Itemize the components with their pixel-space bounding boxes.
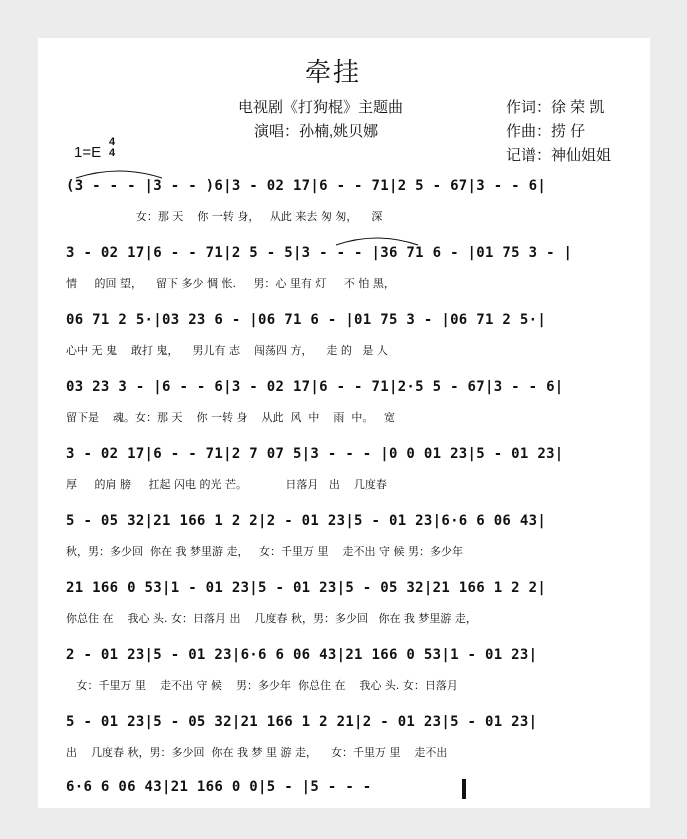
notation-line: 5 - 05 32|21 166 1 2 2|2 - 01 23|5 - 01 23|6·6 6 06 43| xyxy=(66,513,547,529)
notation-line: 06 71 2 5·|03 23 6 - |06 71 6 - |01 75 3 - |06 71 2 5·| xyxy=(66,312,547,328)
final-barline xyxy=(462,779,466,799)
notation-line: 2 - 01 23|5 - 01 23|6·6 6 06 43|21 166 0 53|1 - 01 23| xyxy=(66,647,538,663)
lyric-line: 心中 无 鬼 敢打 鬼， 男儿有 志 闯荡四 方， 走 的 是 人 xyxy=(66,344,388,357)
composer-credit: 作曲：捞 仔 xyxy=(506,123,586,140)
lyric-line: 厚 的肩 膀 扛起 闪电 的光 芒。 日落月 出 几度春 xyxy=(66,478,387,491)
score-sheet xyxy=(38,38,650,808)
notation-line: 3 - 02 17|6 - - 71|2 5 - 5|3 - - - |36 71 6 - |01 75 3 - | xyxy=(66,245,573,261)
lyric-line: 秋，男：多少回 你在 我 梦里游 走， 女：千里万 里 走不出 守 候 男：多少年 xyxy=(66,545,463,558)
time-signature-bottom: 4 xyxy=(108,147,116,159)
key-signature: 1=E xyxy=(74,144,102,161)
lyric-line: 女：那 天 你 一转 身， 从此 来去 匆 匆， 深 xyxy=(66,210,383,223)
song-title: 牵挂 xyxy=(304,57,361,87)
notation-line: 3 - 02 17|6 - - 71|2 7 07 5|3 - - - |0 0 01 23|5 - 01 23| xyxy=(66,446,564,462)
notation-line: 5 - 01 23|5 - 05 32|21 166 1 2 21|2 - 01 23|5 - 01 23| xyxy=(66,714,538,730)
subtitle: 电视剧《打狗棍》主题曲 xyxy=(238,99,404,116)
lyric-line: 留下是 魂。女：那 天 你 一转 身 从此 风 中 雨 中。 宽 xyxy=(66,411,395,424)
notation-line: 21 166 0 53|1 - 01 23|5 - 01 23|5 - 05 32|21 166 1 2 2| xyxy=(66,580,547,596)
lyric-line: 女：千里万 里 走不出 守 候 男：多少年 你总住 在 我心 头. 女：日落月 xyxy=(66,679,458,692)
notation-line: 03 23 3 - |6 - - 6|3 - 02 17|6 - - 71|2·5 5 - 67|3 - - 6| xyxy=(66,379,564,395)
notation-line: 6·6 6 06 43|21 166 0 0|5 - |5 - - - xyxy=(66,779,372,795)
lyric-line: 情 的回 望， 留下 多少 惆 怅. 男：心 里有 灯 不 怕 黑， xyxy=(66,277,395,290)
transcriber-credit: 记谱：神仙姐姐 xyxy=(506,147,612,164)
lyric-line: 你总住 在 我心 头. 女：日落月 出 几度春 秋，男：多少回 你在 我 梦里游 走， xyxy=(66,612,477,625)
lyricist-credit: 作词：徐 荣 凯 xyxy=(506,99,605,116)
lyric-line: 出 几度春 秋，男：多少回 你在 我 梦 里 游 走， 女：千里万 里 走不出 xyxy=(66,746,448,759)
time-signature xyxy=(106,137,118,159)
notation-line: (3 - - - |3 - - )6|3 - 02 17|6 - - 71|2 5 - 67|3 - - 6| xyxy=(66,178,547,194)
singer-credit: 演唱：孙楠,姚贝娜 xyxy=(254,123,379,140)
time-signature-top: 4 xyxy=(108,136,116,148)
